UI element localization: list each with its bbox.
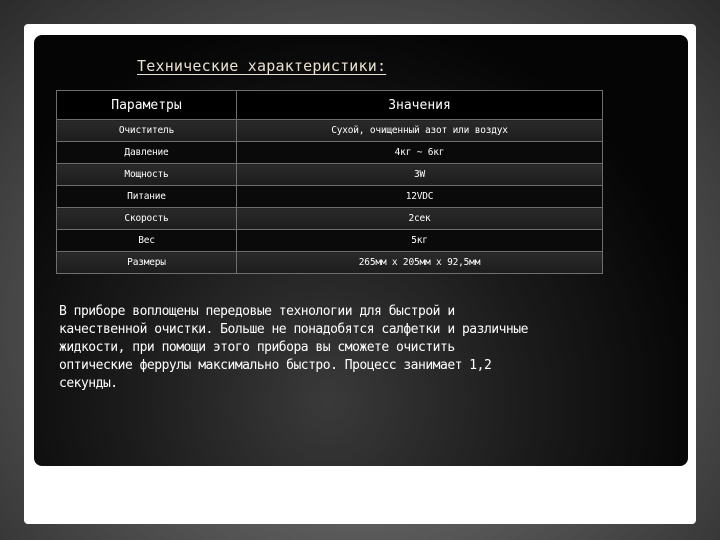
param-cell: Мощность: [57, 164, 237, 186]
param-cell: Очиститель: [57, 120, 237, 142]
slide-title-text: Технические характеристики:: [137, 57, 387, 75]
table-row: [57, 142, 603, 164]
param-cell: Вес: [57, 230, 237, 252]
table-row: [57, 120, 603, 142]
table-row: [57, 208, 603, 230]
table-row: [57, 230, 603, 252]
description-paragraph: В приборе воплощены передовые технологии для быстрой и качественной очистки. Больше не понадобятся салфетки и различные жидкости, при помощи этого прибора вы сможете очистить оптические феррулы максимально быстро. Процесс занимает 1,2 секунды.: [59, 304, 528, 391]
specs-table: [56, 90, 603, 274]
slide-title: [133, 57, 386, 75]
value-cell: 2сек: [237, 208, 603, 230]
table-row: [57, 186, 603, 208]
table-row: [57, 252, 603, 274]
value-cell: 5кг: [237, 230, 603, 252]
value-cell: Сухой, очищенный азот или воздух: [237, 120, 603, 142]
value-cell: 265мм x 205мм x 92,5мм: [237, 252, 603, 274]
value-cell: 3W: [237, 164, 603, 186]
param-cell: Давление: [57, 142, 237, 164]
table-row: [57, 164, 603, 186]
value-cell: 4кг ~ 6кг: [237, 142, 603, 164]
header-parameters: Параметры: [57, 91, 237, 120]
param-cell: Скорость: [57, 208, 237, 230]
param-cell: Питание: [57, 186, 237, 208]
header-values: Значения: [237, 91, 603, 120]
value-cell: 12VDC: [237, 186, 603, 208]
param-cell: Размеры: [57, 252, 237, 274]
table-header-row: [57, 91, 603, 120]
